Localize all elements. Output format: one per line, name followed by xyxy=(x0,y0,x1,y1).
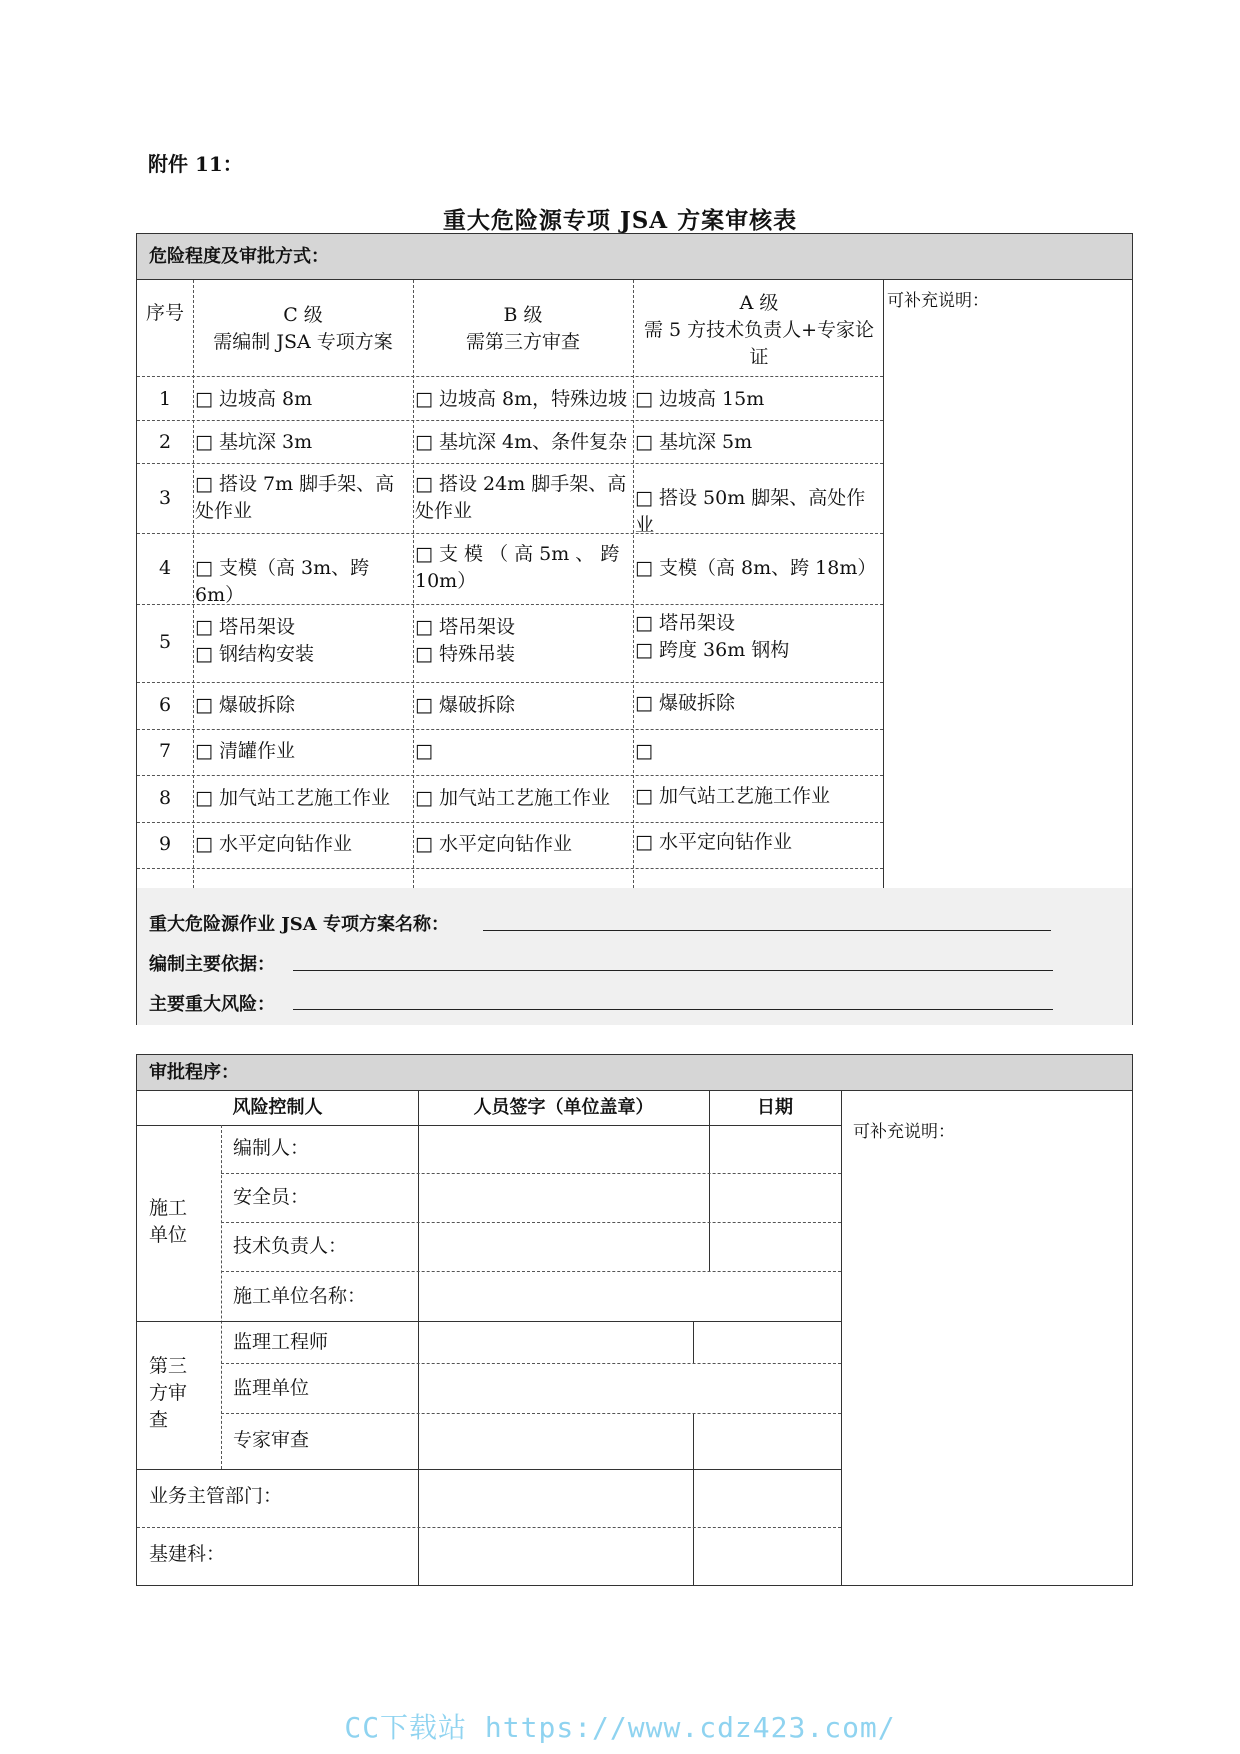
row-9-a: □ 水平定向钻作业 xyxy=(635,831,792,853)
business-dept-label: 业务主管部门： xyxy=(149,1485,283,1507)
row-3-c: □ 搭设 7m 脚手架、高处作业 xyxy=(195,473,395,522)
row-5-c: □ 塔吊架设 □ 钢结构安装 xyxy=(195,616,314,665)
row-4-c: □ 支模（高 3m、跨 6m） xyxy=(195,557,370,606)
row-8-a: □ 加气站工艺施工作业 xyxy=(635,785,830,807)
row-1-c: □ 边坡高 8m xyxy=(195,388,313,410)
row-9-c: □ 水平定向钻作业 xyxy=(195,833,352,855)
risk-level-table xyxy=(136,233,1133,1025)
supervision-unit-label: 监理单位 xyxy=(233,1377,310,1399)
expert-review-label: 专家审查 xyxy=(233,1429,310,1451)
major-risk-label: 主要重大风险： xyxy=(149,994,275,1015)
row-3-no: 3 xyxy=(158,487,172,509)
row-2-b: □ 基坑深 4m、条件复杂 xyxy=(415,431,628,453)
approval-note-label: 可补充说明： xyxy=(853,1122,955,1142)
col-date-header: 日期 xyxy=(757,1097,793,1118)
footer-watermark: CC下载站 https://www.cdz423.com/ xyxy=(344,1711,896,1744)
row-6-b: □ 爆破拆除 xyxy=(415,694,515,716)
row-5-no: 5 xyxy=(158,631,172,653)
plan-name-label: 重大危险源作业 JSA 专项方案名称： xyxy=(149,914,450,935)
row-1-no: 1 xyxy=(158,388,172,410)
supervisor-engineer-label: 监理工程师 xyxy=(233,1331,329,1353)
row-5-a: □ 塔吊架设 □ 跨度 36m 钢构 xyxy=(635,612,790,661)
row-6-no: 6 xyxy=(158,694,172,716)
col-c-grade: C 级 xyxy=(283,304,323,326)
row-8-c: □ 加气站工艺施工作业 xyxy=(195,787,390,809)
col-b-grade: B 级 xyxy=(503,304,543,326)
row-1-b: □ 边坡高 8m，特殊边坡 xyxy=(415,388,628,410)
construction-unit-name-label: 施工单位名称： xyxy=(233,1285,367,1307)
col-a-header xyxy=(637,290,881,371)
construction-unit-label: 施工单位 xyxy=(149,1197,188,1246)
row-8-no: 8 xyxy=(158,787,172,809)
row-8-b: □ 加气站工艺施工作业 xyxy=(415,787,610,809)
row-7-a: □ xyxy=(635,740,653,762)
col-c-desc: 需编制 JSA 专项方案 xyxy=(213,331,393,353)
row-4-b: □ 支 模 （ 高 5m 、 跨 10m） xyxy=(415,543,620,592)
risk-table-header: 危险程度及审批方式： xyxy=(137,234,1132,280)
row-9-b: □ 水平定向钻作业 xyxy=(415,833,572,855)
basis-line[interactable] xyxy=(293,970,1053,971)
col-a-desc: 需 5 方技术负责人+专家论证 xyxy=(643,319,875,368)
major-risk-line[interactable] xyxy=(293,1009,1053,1010)
row-2-no: 2 xyxy=(158,431,172,453)
row-3-b: □ 搭设 24m 脚手架、高处作业 xyxy=(415,473,627,522)
row-7-c: □ 清罐作业 xyxy=(195,740,295,762)
page-title: 重大危险源专项 JSA 方案审核表 xyxy=(442,207,798,234)
risk-note-label: 可补充说明： xyxy=(887,291,989,311)
tech-lead-label: 技术负责人： xyxy=(233,1235,348,1257)
safety-officer-label: 安全员： xyxy=(233,1186,310,1208)
col-a-grade: A 级 xyxy=(739,292,779,314)
approval-table-header: 审批程序： xyxy=(137,1055,1132,1091)
col-signature-header: 人员签字（单位盖章） xyxy=(473,1097,654,1118)
third-party-label: 第三方审查 xyxy=(149,1355,188,1431)
row-3-a: □ 搭设 50m 脚架、高处作业 xyxy=(635,487,866,536)
plan-info-section xyxy=(137,888,1132,1025)
col-seq-header: 序号 xyxy=(145,302,184,324)
row-9-no: 9 xyxy=(158,833,172,855)
basis-label: 编制主要依据： xyxy=(149,954,275,975)
infrastructure-label: 基建科： xyxy=(149,1543,226,1565)
row-6-c: □ 爆破拆除 xyxy=(195,694,295,716)
col-b-desc: 需第三方审查 xyxy=(465,331,580,353)
col-controller-header: 风险控制人 xyxy=(232,1097,323,1118)
col-c-header xyxy=(197,302,409,356)
attachment-label: 附件 11： xyxy=(148,152,243,176)
row-7-no: 7 xyxy=(158,740,172,762)
row-5-b: □ 塔吊架设 □ 特殊吊装 xyxy=(415,616,515,665)
row-6-a: □ 爆破拆除 xyxy=(635,692,735,714)
approval-table xyxy=(136,1054,1133,1586)
row-4-no: 4 xyxy=(158,557,172,579)
row-1-a: □ 边坡高 15m xyxy=(635,388,765,410)
plan-name-line[interactable] xyxy=(483,930,1051,931)
row-2-c: □ 基坑深 3m xyxy=(195,431,313,453)
row-4-a: □ 支模（高 8m、跨 18m） xyxy=(635,557,877,579)
row-2-a: □ 基坑深 5m xyxy=(635,431,753,453)
compiler-label: 编制人： xyxy=(233,1137,310,1159)
row-7-b: □ xyxy=(415,740,433,762)
col-b-header xyxy=(417,302,629,356)
